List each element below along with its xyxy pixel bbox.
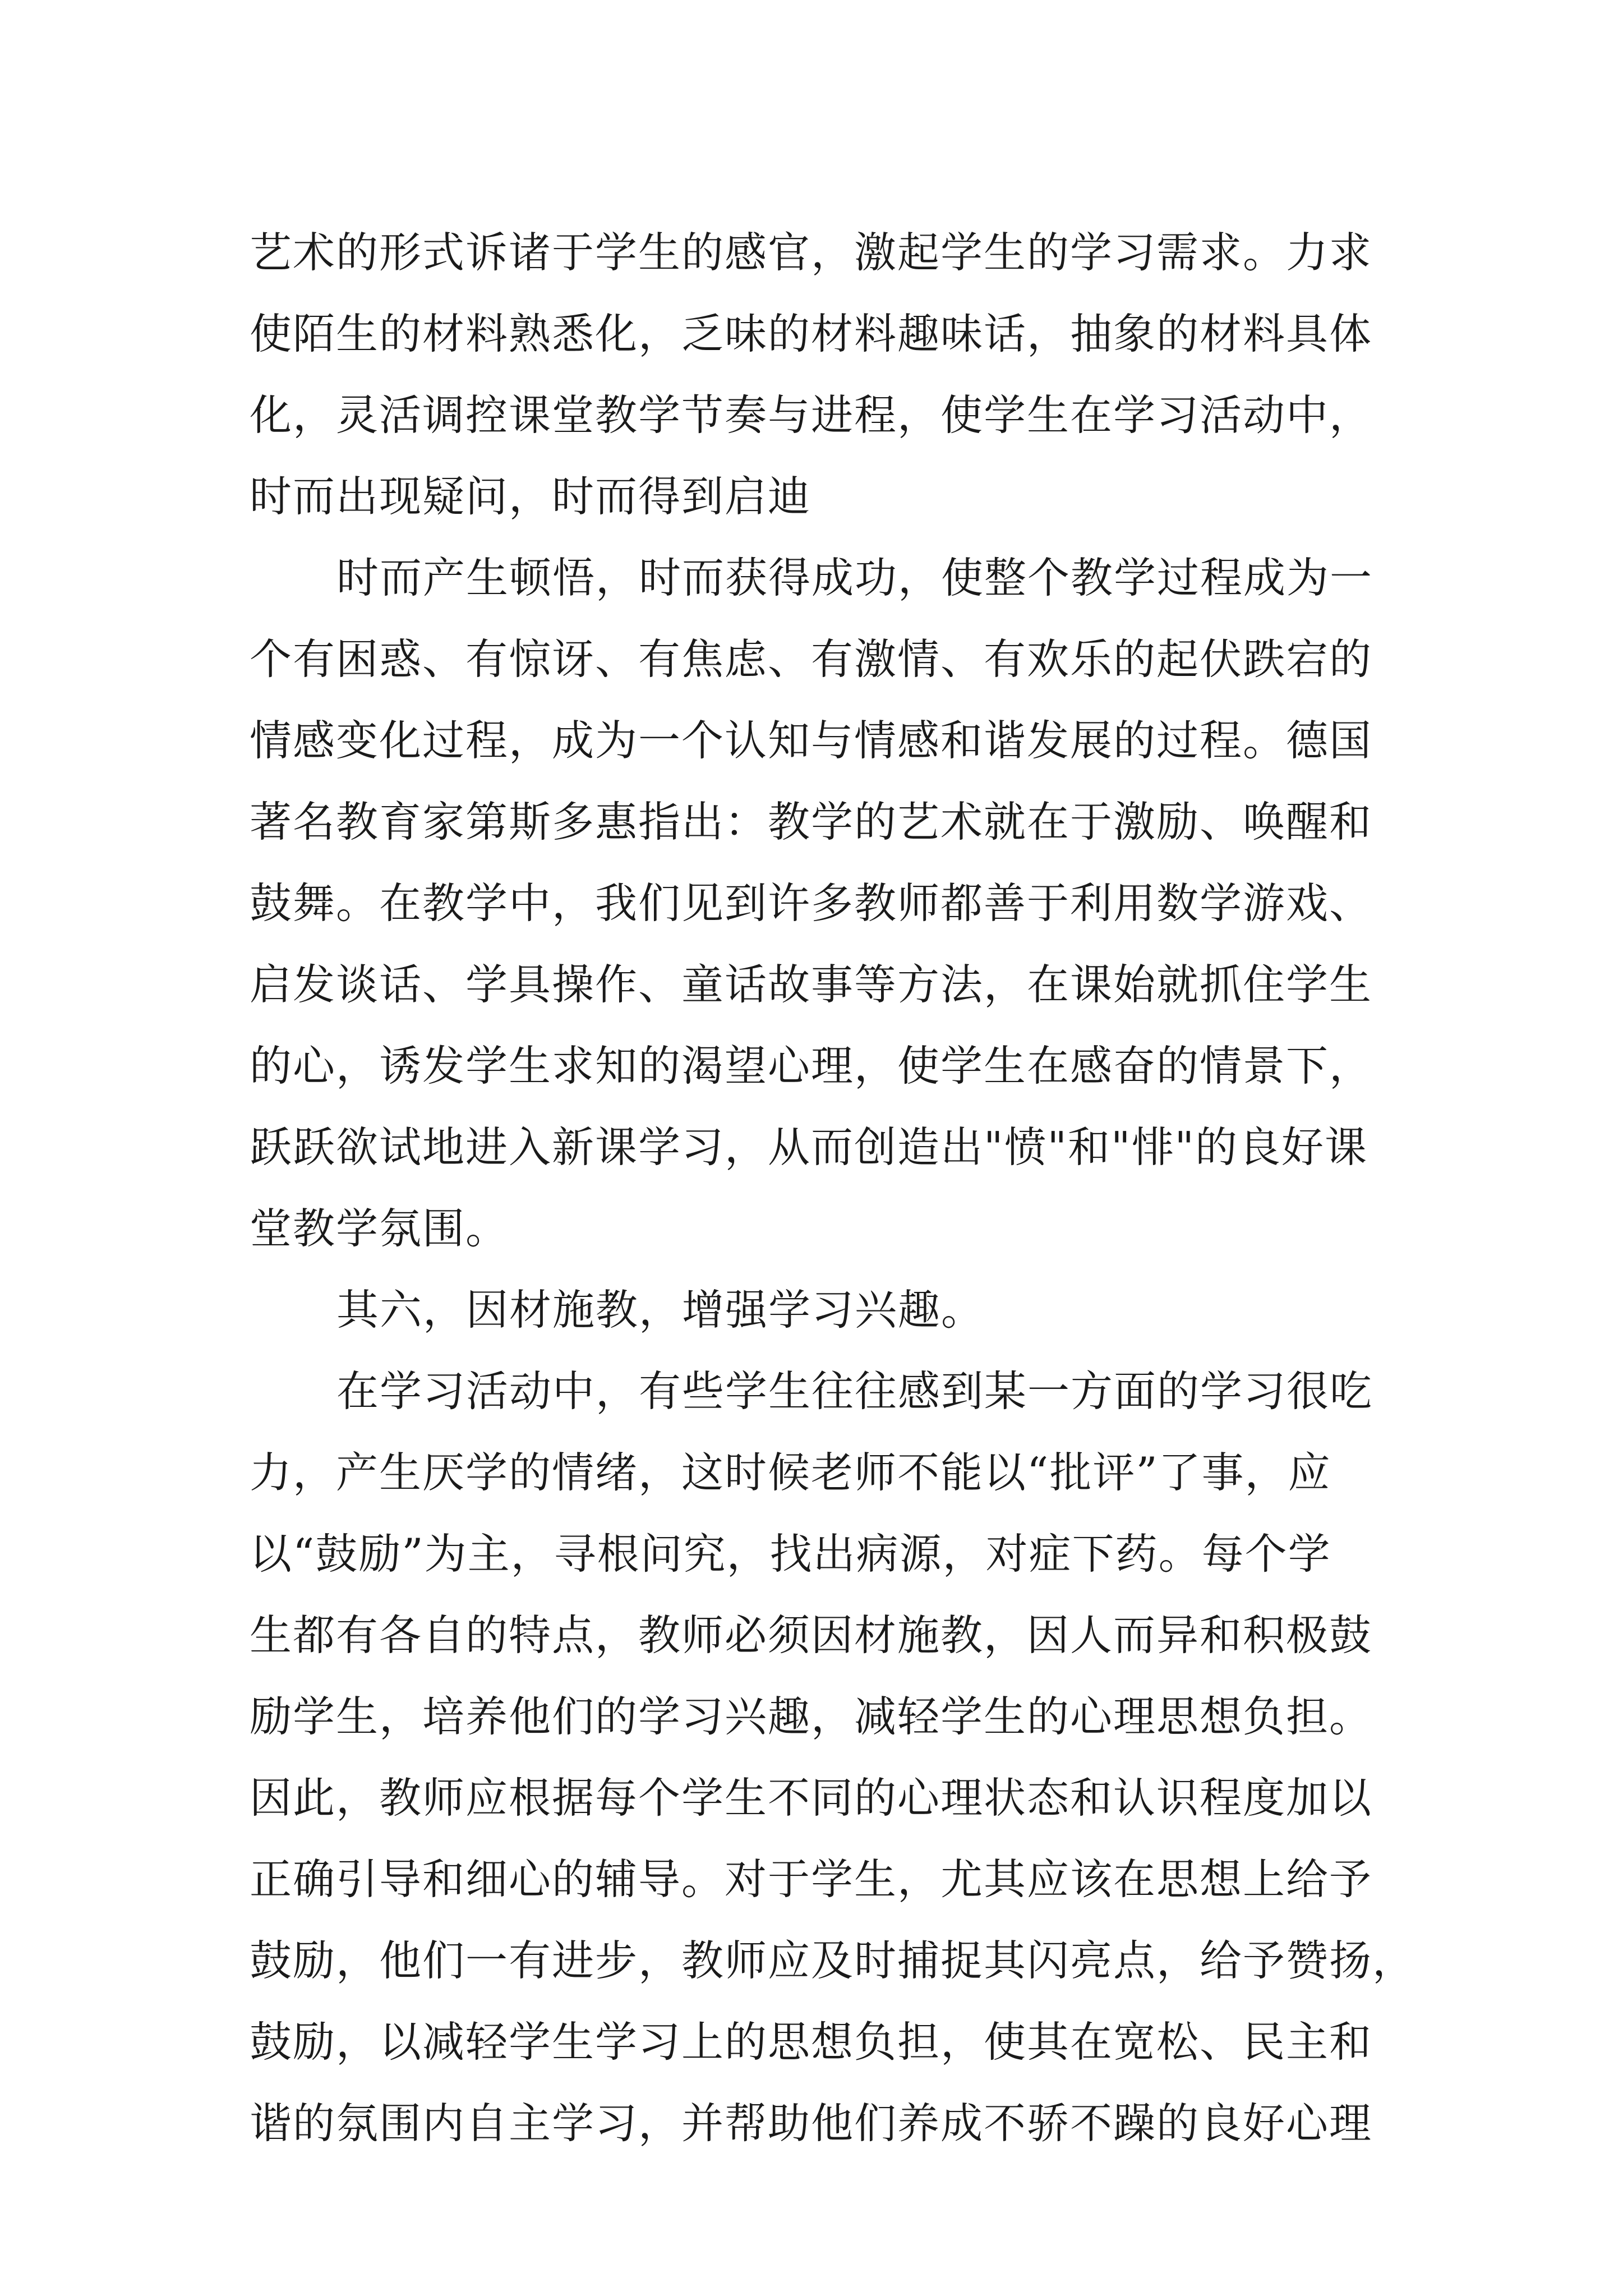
text-line: 正确引导和细心的辅导。对于学生，尤其应该在思想上给予 xyxy=(250,1855,1373,1904)
body-text xyxy=(250,212,1416,2164)
text-line: 使陌生的材料熟悉化，乏味的材料趣味话，抽象的材料具体 xyxy=(250,309,1373,358)
text-line: 情感变化过程，成为一个认知与情感和谐发展的过程。德国 xyxy=(250,716,1373,765)
section-heading: 其六，因材施教，增强学习兴趣。 xyxy=(336,1285,985,1335)
text-line: 力，产生厌学的情绪，这时候老师不能以“批评”了事，应 xyxy=(250,1448,1331,1497)
text-line: 堂教学氛围。 xyxy=(250,1204,509,1253)
text-line: 鼓励，以减轻学生学习上的思想负担，使其在宽松、民主和 xyxy=(250,2017,1373,2067)
text-line: 跃跃欲试地进入新课学习，从而创造出"愤"和"悱"的良好课 xyxy=(250,1122,1368,1172)
text-line: 谐的氛围内自主学习，并帮助他们养成不骄不躁的良好心理 xyxy=(250,2099,1373,2148)
text-line: 个有困惑、有惊讶、有焦虑、有激情、有欢乐的起伏跌宕的 xyxy=(250,634,1373,684)
text-line: 化，灵活调控课堂教学节奏与进程，使学生在学习活动中， xyxy=(250,390,1373,440)
text-line: 鼓励，他们一有进步，教师应及时捕捉其闪亮点，给予赞扬， xyxy=(250,1936,1416,1985)
text-line: 的心，诱发学生求知的渴望心理，使学生在感奋的情景下， xyxy=(250,1041,1373,1091)
text-line: 著名教育家第斯多惠指出：教学的艺术就在于激励、唤醒和 xyxy=(250,797,1373,846)
text-line: 励学生，培养他们的学习兴趣，减轻学生的心理思想负担。 xyxy=(250,1692,1373,1741)
text-line: 时而出现疑问，时而得到启迪 xyxy=(250,472,811,521)
paragraph-first-line: 在学习活动中，有些学生往往感到某一方面的学习很吃 xyxy=(336,1366,1373,1416)
paragraph-first-line: 时而产生顿悟，时而获得成功，使整个教学过程成为一 xyxy=(336,553,1373,602)
text-line: 生都有各自的特点，教师必须因材施教，因人而异和积极鼓 xyxy=(250,1611,1373,1660)
text-line: 鼓舞。在教学中，我们见到许多教师都善于利用数学游戏、 xyxy=(250,878,1373,928)
text-line: 启发谈话、学具操作、童话故事等方法，在课始就抓住学生 xyxy=(250,960,1373,1009)
text-line: 艺术的形式诉诸于学生的感官，激起学生的学习需求。力求 xyxy=(250,228,1373,277)
text-line: 以“鼓励”为主，寻根问究，找出病源，对症下药。每个学 xyxy=(250,1529,1331,1579)
text-line: 因此，教师应根据每个学生不同的心理状态和认识程度加以 xyxy=(250,1773,1373,1823)
